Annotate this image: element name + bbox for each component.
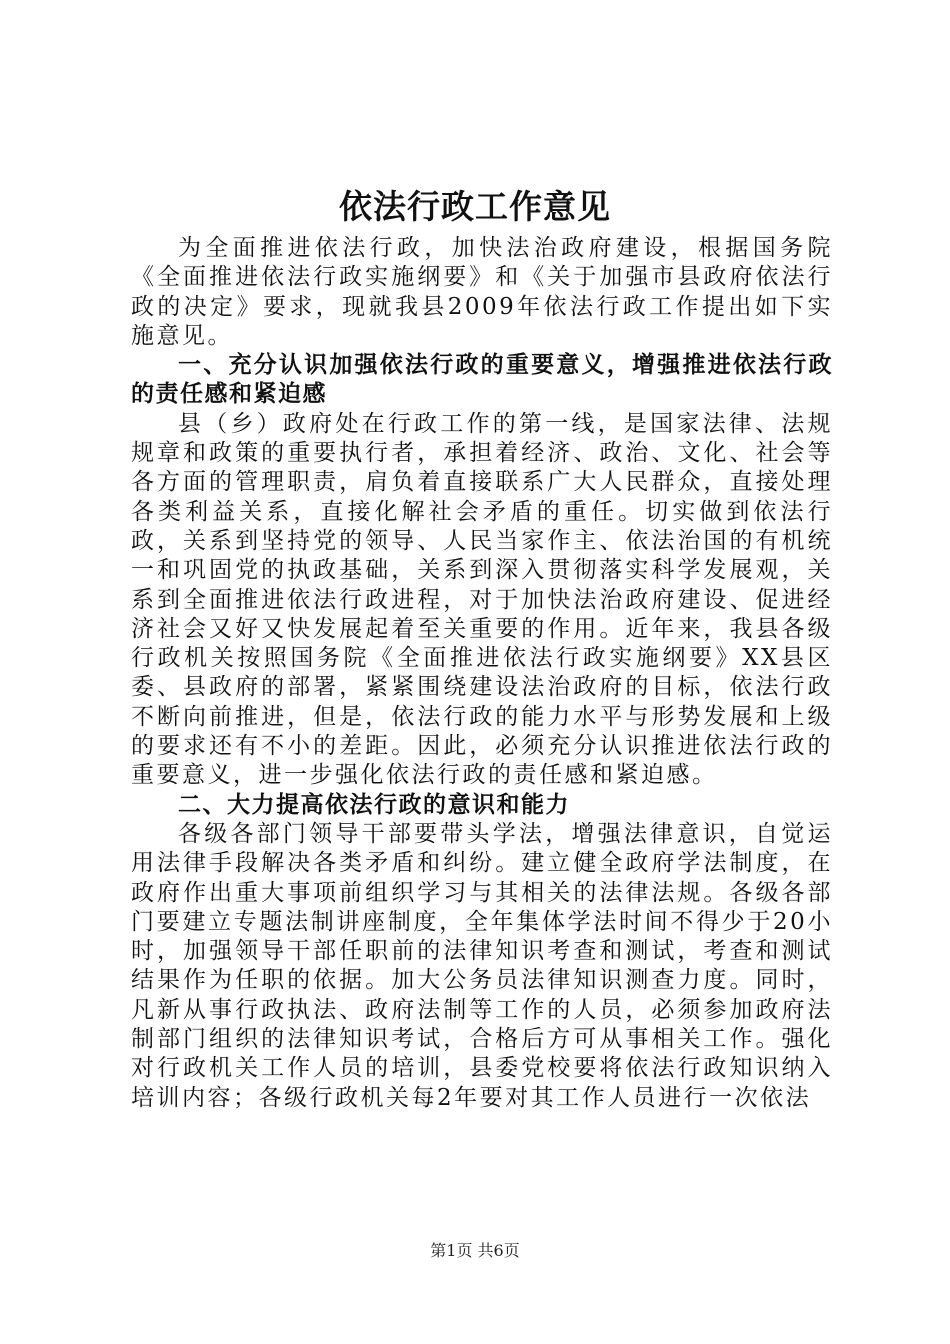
section-heading-1: 一、充分认识加强依法行政的重要意义，增强推进依法行政的责任感和紧迫感 xyxy=(131,352,833,408)
section-1-paragraph: 县（乡）政府处在行政工作的第一线，是国家法律、法规规章和政策的重要执行者，承担着经济、政治、文化、社会等各方面的管理职责，肩负着直接联系广大人民群众，直接处理各类利益关系，直接化解社会矛盾的重任。切实做到依法行政，关系到坚持党的领导、人民当家作主、依法治国的有机统一和巩固党的执政基础，关系到深入贯彻落实科学发展观，关系到全面推进依法行政进程，对于加快法治政府建设、促进经济社会又好又快发展起着至关重要的作用。近年来，我县各级行政机关按照国务院《全面推进依法行政实施纲要》XX县区委、县政府的部署，紧紧围绕建设法治政府的目标，依法行政不断向前推进，但是，依法行政的能力水平与形势发展和上级的要求还有不小的差距。因此，必须充分认识推进依法行政的重要意义，进一步强化依法行政的责任感和紧迫感。 xyxy=(131,410,833,789)
document-title: 依法行政工作意见 xyxy=(339,187,611,226)
document-body xyxy=(131,234,833,1113)
section-heading-2: 二、大力提高依法行政的意识和能力 xyxy=(178,791,570,818)
section-2-paragraph: 各级各部门领导干部要带头学法，增强法律意识，自觉运用法律手段解决各类矛盾和纠纷。建立健全政府学法制度，在政府作出重大事项前组织学习与其相关的法律法规。各级各部门要建立专题法制讲座制度，全年集体学法时间不得少于20小时，加强领导干部任职前的法律知识考查和测试，考查和测试结果作为任职的依据。加大公务员法律知识测查力度。同时，凡新从事行政执法、政府法制等工作的人员，必须参加政府法制部门组织的法律知识考试，合格后方可从事相关工作。强化对行政机关工作人员的培训，县委党校要将依法行政知识纳入培训内容；各级行政机关每2年要对其工作人员进行一次依法 xyxy=(131,820,833,1111)
page-number-footer: 第1页 共6页 xyxy=(430,1241,520,1260)
intro-paragraph: 为全面推进依法行政，加快法治政府建设，根据国务院《全面推进依法行政实施纲要》和《关于加强市县政府依法行政的决定》要求，现就我县2009年依法行政工作提出如下实施意见。 xyxy=(131,235,833,349)
